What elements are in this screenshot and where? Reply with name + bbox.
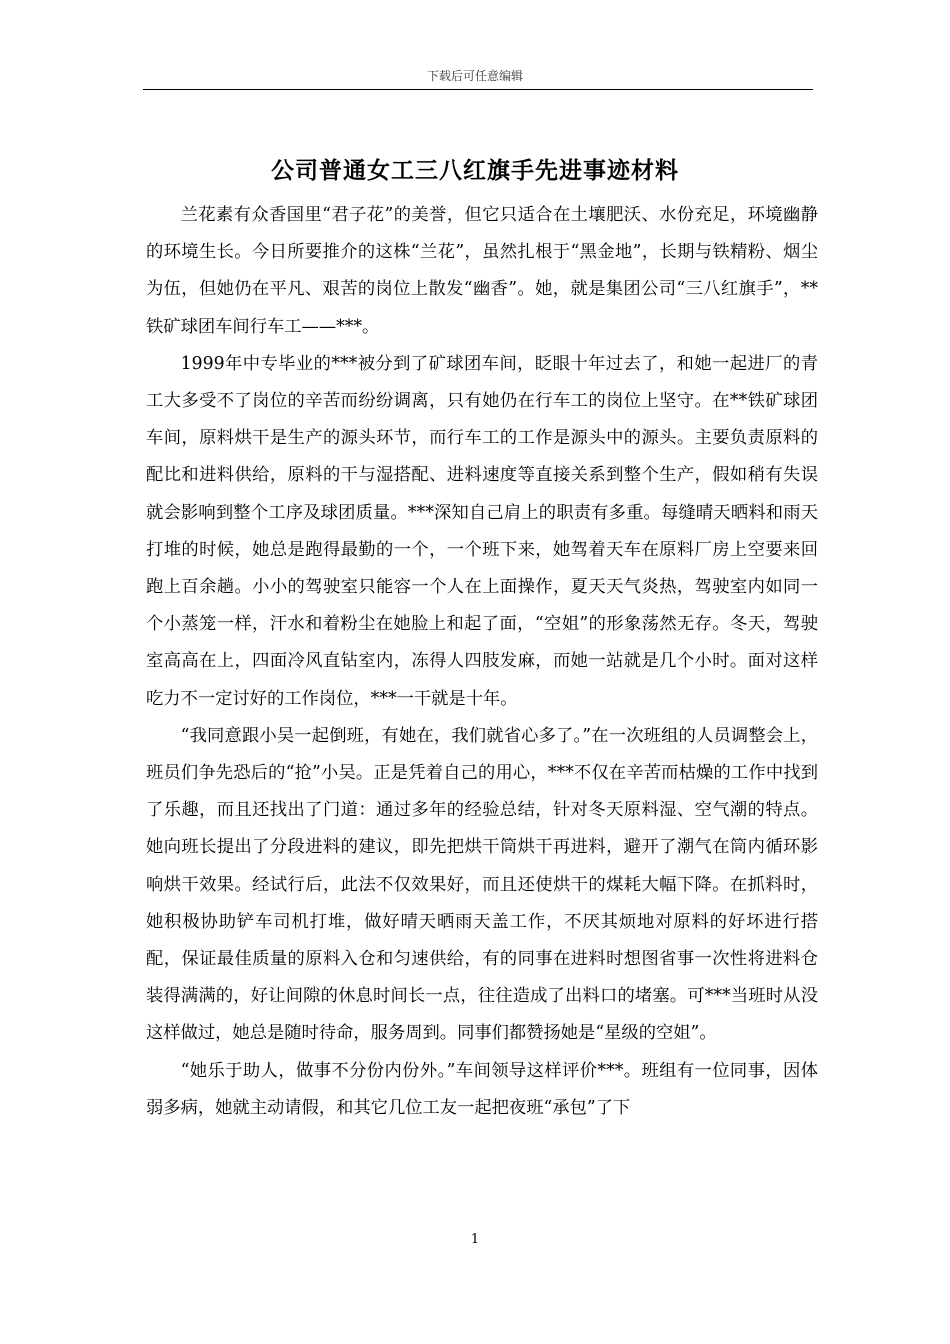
body-paragraph: “她乐于助人，做事不分份内份外。”车间领导这样评价***。班组有一位同事，因体弱多病，她就主动请假，和其它几位工友一起把夜班“承包”了下 <box>146 1060 818 1118</box>
document-body <box>146 197 818 1127</box>
header-note: 下载后可任意编辑 <box>426 69 523 83</box>
body-paragraph: 兰花素有众香国里“君子花”的美誉，但它只适合在土壤肥沃、水份充足，环境幽静的环境生长。今日所要推介的这株“兰花”，虽然扎根于“黑金地”，长期与铁精粉、烟尘为伍，但她仍在平凡、艰苦的岗位上散发“幽香”。她，就是集团公司“三八红旗手”，**铁矿球团车间行车工——***。 <box>146 205 818 337</box>
body-paragraph: 1999年中专毕业的***被分到了矿球团车间，眨眼十年过去了，和她一起进厂的青工大多受不了岗位的辛苦而纷纷调离，只有她仍在行车工的岗位上坚守。在**铁矿球团车间，原料烘干是生产的源头环节，而行车工的工作是源头中的源头。主要负责原料的配比和进料供给，原料的干与湿搭配、进料速度等直接关系到整个生产，假如稍有失误就会影响到整个工序及球团质量。***深知自己肩上的职责有多重。每缝晴天晒料和雨天打堆的时候，她总是跑得最勤的一个，一个班下来，她驾着天车在原料厂房上空要来回跑上百余趟。小小的驾驶室只能容一个人在上面操作，夏天天气炎热，驾驶室内如同一个小蒸笼一样，汗水和着粉尘在她脸上和起了面，“空姐”的形象荡然无存。冬天，驾驶室高高在上，四面冷风直钻室内，冻得人四肢发麻，而她一站就是几个小时。面对这样吃力不一定讨好的工作岗位，***一干就是十年。 <box>146 353 818 709</box>
header-divider <box>143 89 813 90</box>
document-title: 公司普通女工三八红旗手先进事迹材料 <box>271 158 679 184</box>
page-number: 1 <box>470 1232 480 1247</box>
body-paragraph: “我同意跟小吴一起倒班，有她在，我们就省心多了。”在一次班组的人员调整会上，班员们争先恐后的“抢”小吴。正是凭着自己的用心，***不仅在辛苦而枯燥的工作中找到了乐趣，而且还找出了门道：通过多年的经验总结，针对冬天原料湿、空气潮的特点。她向班长提出了分段进料的建议，即先把烘干筒烘干再进料，避开了潮气在筒内循环影响烘干效果。经试行后，此法不仅效果好，而且还使烘干的煤耗大幅下降。在抓料时，她积极协助铲车司机打堆，做好晴天晒雨天盖工作，不厌其烦地对原料的好坏进行搭配，保证最佳质量的原料入仓和匀速供给，有的同事在进料时想图省事一次性将进料仓装得满满的，好让间隙的休息时间长一点，往往造成了出料口的堵塞。可***当班时从没这样做过，她总是随时待命，服务周到。同事们都赞扬她是“星级的空姐”。 <box>146 725 818 1044</box>
